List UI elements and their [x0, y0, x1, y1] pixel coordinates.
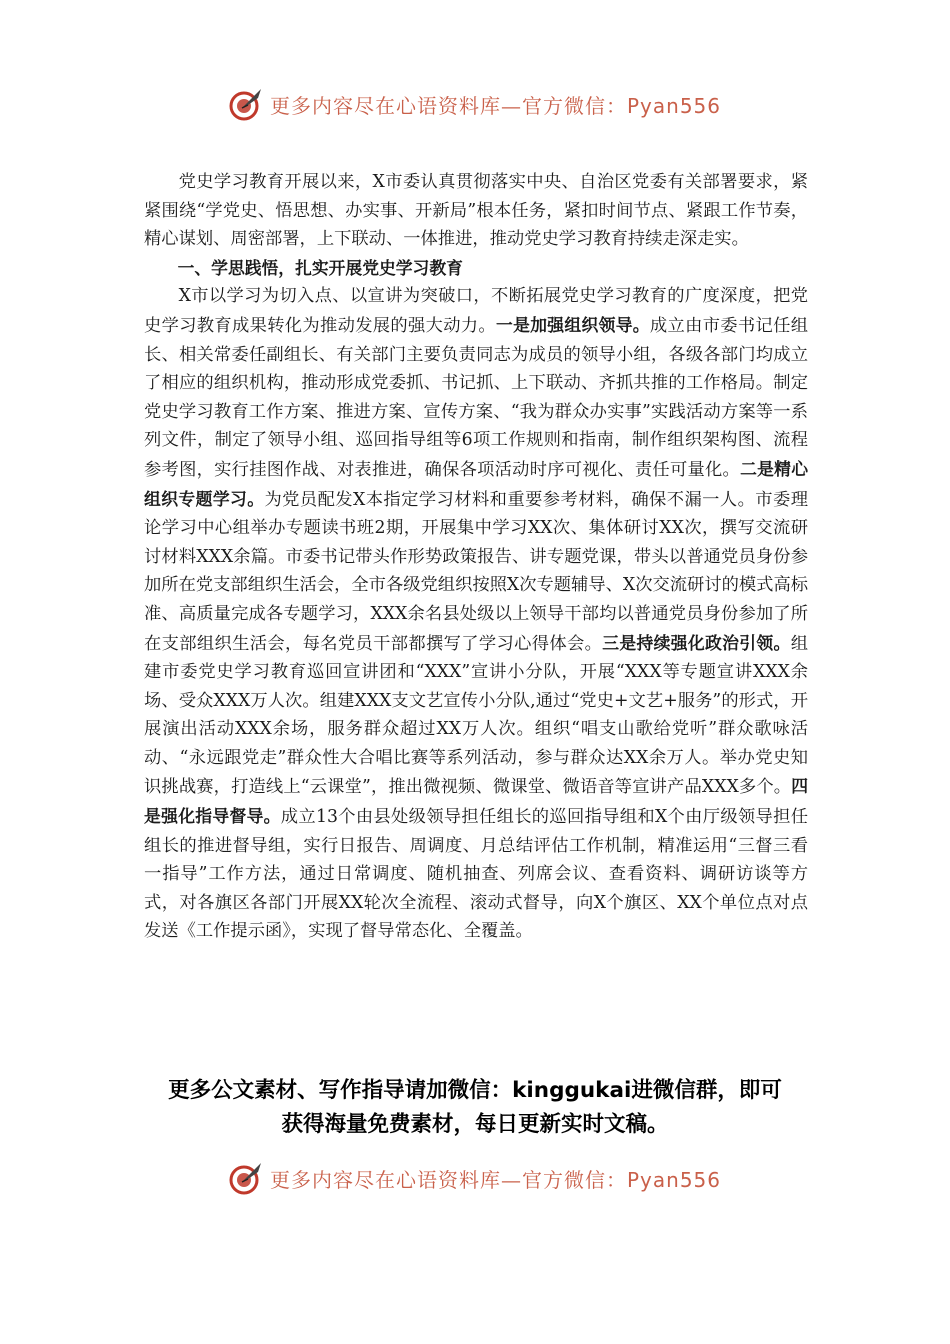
bold-point-4: 四是强化指导督导。 [144, 776, 808, 827]
section-heading: 一、学思践悟，扎实开展党史学习教育 [177, 257, 463, 278]
promo-line-2: 获得海量免费素材，每日更新实时文稿。 [281, 1112, 669, 1137]
footer-banner [228, 1158, 721, 1198]
quill-logo-icon [228, 86, 264, 122]
banner-label: 更多内容尽在心语资料库—官方微信： [270, 93, 627, 118]
promo-line-1: 更多公文素材、写作指导请加微信：kinggukai进微信群，即可 [168, 1078, 782, 1103]
banner-text [270, 1164, 721, 1193]
quill-logo-icon [228, 1160, 264, 1196]
article-body [144, 168, 808, 946]
banner-label: 更多内容尽在心语资料库—官方微信： [270, 1167, 627, 1192]
bold-point-3: 三是持续强化政治引领。 [602, 632, 791, 653]
bold-point-2: 二是精心组织专题学习。 [144, 458, 808, 509]
body-paragraph [144, 282, 808, 946]
bold-point-1: 一是加强组织领导。 [496, 314, 650, 335]
body-sentence: 成立13个由县处级领导担任组长的巡回指导组和X个由厅级领导担任组长的推进督导组，实行日报告、周调度、月总结评估工作机制，精准运用“三督三看一指导”工作方法，通过日常调度、随机抽查、列席会议、查看资料、调研访谈等方式，对各旗区各部门开展XX轮次全流程、滚动式督导，向X个旗区、XX个单位点对点发送《工作提示函》，实现了督导常态化、全覆盖。 [144, 807, 808, 942]
body-sentence: X市以学习为切入点、以宣讲为突破口，不断拓展党史学习教育的广度深度，把党史学习教育成果转化为推动发展的强大动力。 [144, 286, 808, 336]
promo-notice [100, 1074, 850, 1142]
header-banner [228, 84, 721, 124]
body-sentence: 组建市委党史学习教育巡回宣讲团和“XXX”宣讲小分队，开展“XXX等专题宣讲XXX余场、受众XXX万人次。组建XXX支文艺宣传小分队,通过“党史+文艺+服务”的形式，开展演出活动XXX余场，服务群众超过XX万人次。组织“唱支山歌给党听”群众歌咏活动、“永远跟党走”群众性大合唱比赛等系列活动，参与群众达XX余万人。举办党史知识挑战赛，打造线上“云课堂”，推出微视频、微课堂、微语音等宣讲产品XXX多个。 [144, 633, 808, 798]
banner-text [270, 90, 721, 119]
body-sentence: 为党员配发X本指定学习材料和重要参考材料，确保不漏一人。市委理论学习中心组举办专题读书班2期，开展集中学习XX次、集体研讨XX次，撰写交流研讨材料XXX余篇。市委书记带头作形势政策报告、讲专题党课，带头以普通党员身份参加所在党支部组织生活会，全市各级党组织按照X次专题辅导、X次交流研讨的模式高标准、高质量完成各专题学习，XXX余名县处级以上领导干部均以普通党员身份参加了所在支部组织生活会，每名党员干部都撰写了学习心得体会。 [144, 489, 809, 654]
intro-paragraph: 党史学习教育开展以来，X市委认真贯彻落实中央、自治区党委有关部署要求，紧紧围绕“学党史、悟思想、办实事、开新局”根本任务，紧扣时间节点、紧跟工作节奏，精心谋划、周密部署，上下联动、一体推进，推动党史学习教育持续走深走实。 [144, 172, 808, 250]
banner-wechat-id: Pyan556 [627, 93, 722, 118]
banner-wechat-id: Pyan556 [627, 1167, 722, 1192]
body-sentence: 成立由市委书记任组长、相关常委任副组长、有关部门主要负责同志为成员的领导小组，各级各部门均成立了相应的组织机构，推动形成党委抓、书记抓、上下联动、齐抓共推的工作格局。制定党史学习教育工作方案、推进方案、宣传方案、“我为群众办实事”实践活动方案等一系列文件，制定了领导小组、巡回指导组等6项工作规则和指南，制作组织架构图、流程参考图，实行挂图作战、对表推进，确保各项活动时序可视化、责任可量化。 [144, 315, 808, 480]
